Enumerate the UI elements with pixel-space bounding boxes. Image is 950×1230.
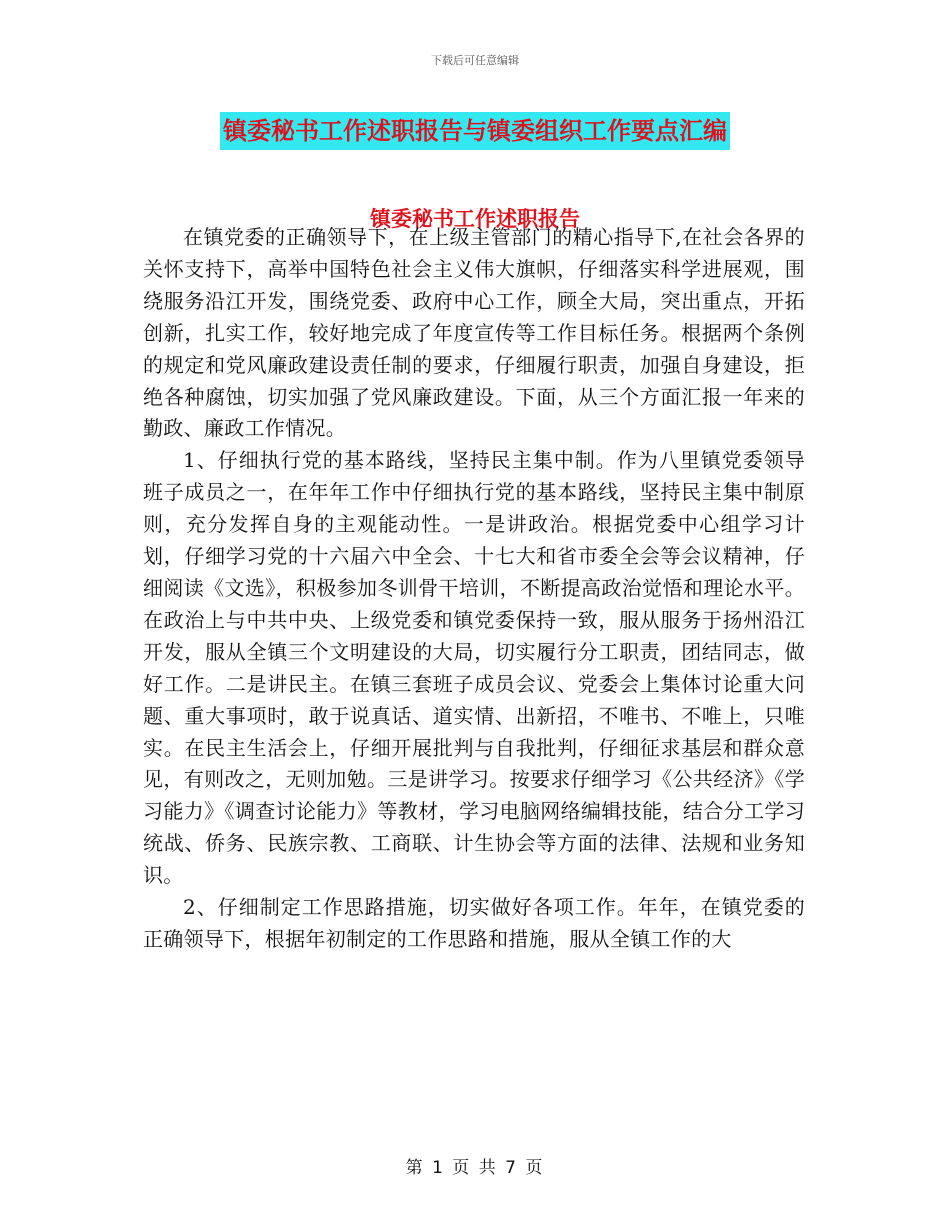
page-header-note: 下载后可任意编辑 <box>431 54 519 67</box>
main-title: 镇委秘书工作述职报告与镇委组织工作要点汇编 <box>220 112 730 150</box>
page-footer: 第 1 页 共 7 页 <box>405 1158 545 1178</box>
paragraph-intro: 在镇党委的正确领导下，在上级主管部门的精心指导下,在社会各界的关怀支持下，高举中国特色社会主义伟大旗帜，仔细落实科学进展观，围绕服务沿江开发，围绕党委、政府中心工作，顾全大局，突出重点，开拓创新，扎实工作，较好地完成了年度宣传等工作目标任务。根据两个条例的规定和党风廉政建设责任制的要求，仔细履行职责，加强自身建设，拒绝各种腐蚀，切实加强了党风廉政建设。下面，从三个方面汇报一年来的勤政、廉政工作情况。 <box>143 225 805 441</box>
paragraph-1: 1、仔细执行党的基本路线，坚持民主集中制。作为八里镇党委领导班子成员之一，在年年工作中仔细执行党的基本路线，坚持民主集中制原则，充分发挥自身的主观能动性。一是讲政治。根据党委中心组学习计划，仔细学习党的十六届六中全会、十七大和省市委全会等会议精神，仔细阅读《文选》，积极参加冬训骨干培训，不断提高政治觉悟和理论水平。在政治上与中共中央、上级党委和镇党委保持一致，服从服务于扬州沿江开发，服从全镇三个文明建设的大局，切实履行分工职责，团结同志，做好工作。二是讲民主。在镇三套班子成员会议、党委会上集体讨论重大问题、重大事项时，敢于说真话、道实情、出新招，不唯书、不唯上，只唯实。在民主生活会上，仔细开展批判与自我批判，仔细征求基层和群众意见，有则改之，无则加勉。三是讲学习。按要求仔细学习《公共经济》《学习能力》《调查讨论能力》等教材，学习电脑网络编辑技能，结合分工学习统战、侨务、民族宗教、工商联、计生协会等方面的法律、法规和业务知识。 <box>143 448 805 888</box>
main-title-container <box>0 112 950 150</box>
document-body <box>143 222 805 956</box>
paragraph-2: 2、仔细制定工作思路措施，切实做好各项工作。年年，在镇党委的正确领导下，根据年初制定的工作思路和措施，服从全镇工作的大 <box>143 895 805 951</box>
section-title: 镇委秘书工作述职报告 <box>370 207 580 231</box>
